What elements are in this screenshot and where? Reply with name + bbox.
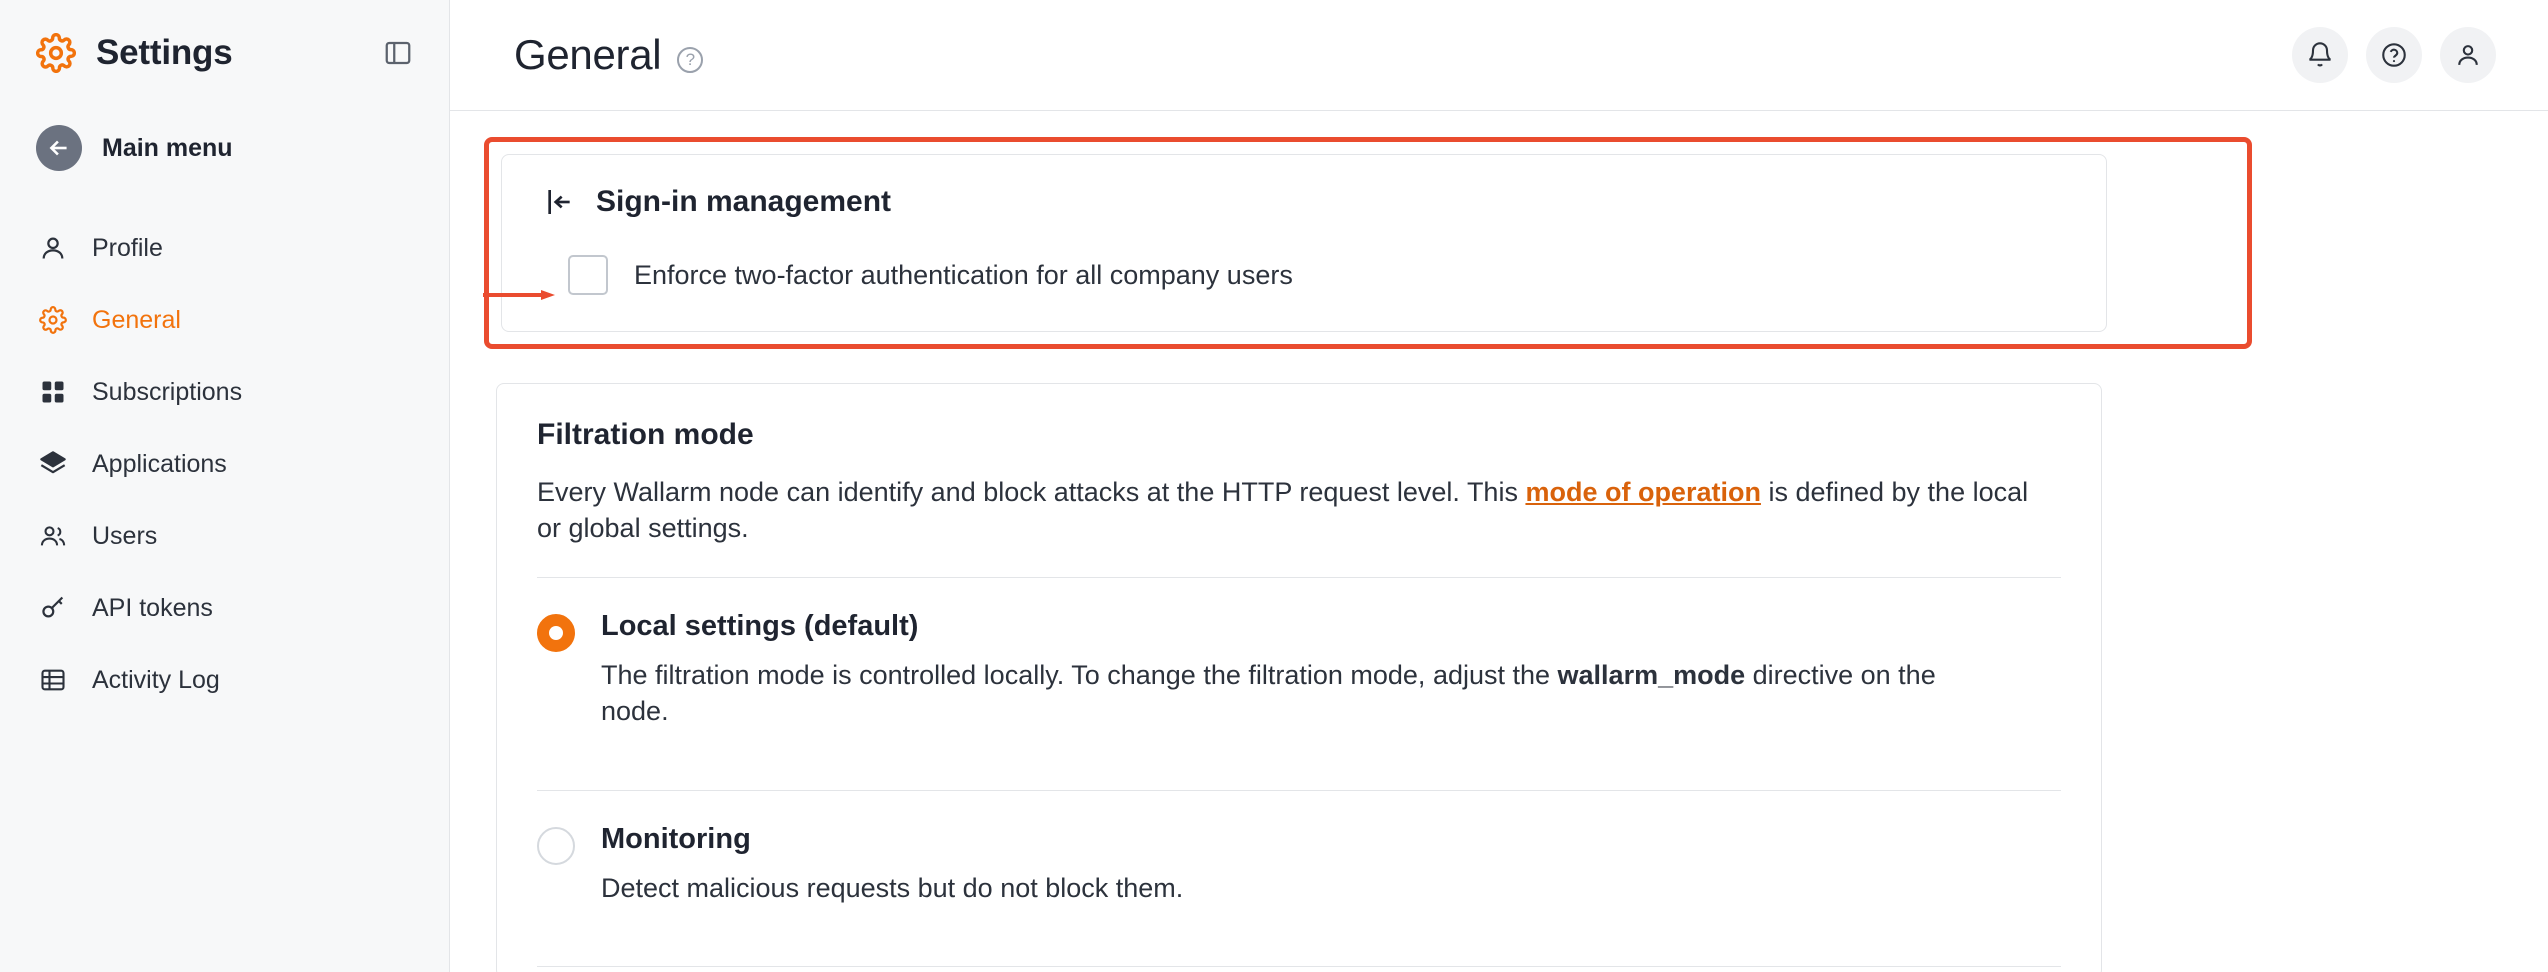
option-text-block [601,823,1183,906]
option-desc-prefix: The filtration mode is controlled locally. To change the filtration mode, adjust the [601,659,1558,690]
sidebar-item-label: Users [92,521,158,550]
sidebar-item-users[interactable] [0,500,449,572]
sidebar-item-label: Applications [92,449,227,478]
two-factor-row [542,255,2066,295]
key-icon [36,594,70,622]
filtration-option-local[interactable] [537,578,2061,760]
content-area [450,111,2548,972]
layers-icon [36,450,70,478]
signin-highlight-box [484,137,2252,349]
option-text-block [601,610,2001,730]
filtration-desc-prefix: Every Wallarm node can identify and block attacks at the HTTP request level. This [537,477,1526,507]
sidebar-item-api-tokens[interactable] [0,572,449,644]
topbar [450,0,2548,111]
sidebar-item-general[interactable] [0,284,449,356]
grid-icon [36,378,70,406]
user-icon [36,234,70,262]
sidebar-item-applications[interactable] [0,428,449,500]
filtration-desc-suffix: is defined by the local or global settings. [537,477,2029,544]
option-desc-suffix: directive on the node. [601,659,1936,727]
sidebar-item-profile[interactable] [0,212,449,284]
sign-in-icon [542,185,576,219]
radio-monitoring[interactable] [537,827,575,865]
option-title: Monitoring [601,822,751,855]
enforce-2fa-checkbox[interactable] [568,255,608,295]
sidebar-item-label: API tokens [92,593,213,622]
filtration-mode-title: Filtration mode [537,418,754,451]
gear-icon [36,33,76,73]
filtration-mode-card [496,383,2102,972]
option-description: Detect malicious requests but do not block them. [601,872,1184,903]
divider [537,966,2061,967]
sidebar-item-label: Profile [92,233,163,262]
sidebar [0,0,450,972]
sidebar-title: Settings [96,33,233,72]
account-avatar-icon[interactable] [2440,27,2496,83]
sidebar-header [0,26,449,80]
bell-icon[interactable] [2292,27,2348,83]
list-icon [36,666,70,694]
radio-local-settings[interactable] [537,614,575,652]
enforce-2fa-label: Enforce two-factor authentication for all company users [634,259,1293,290]
collapse-panel-icon[interactable] [381,36,415,70]
page-title: General [514,31,662,78]
sidebar-main-menu[interactable] [0,124,449,172]
option-description [601,657,2001,730]
users-icon [36,522,70,550]
topbar-actions [2292,27,2496,83]
mode-of-operation-link[interactable]: mode of operation [1525,477,1761,507]
question-circle-icon[interactable] [2366,27,2422,83]
option-title: Local settings (default) [601,609,919,642]
gear-icon [36,306,70,334]
sidebar-item-subscriptions[interactable] [0,356,449,428]
sidebar-item-label: Subscriptions [92,377,243,406]
signin-card-header [542,185,2066,219]
main-panel [450,0,2548,972]
signin-management-card [501,154,2107,332]
sidebar-main-menu-label: Main menu [102,133,233,162]
arrow-left-icon [36,125,82,171]
question-mark-icon[interactable]: ? [677,47,703,73]
sidebar-item-label: Activity Log [92,665,220,694]
signin-card-title: Sign-in management [596,185,892,218]
option-desc-code: wallarm_mode [1557,659,1746,690]
sidebar-nav [0,212,449,716]
filtration-option-monitoring[interactable] [537,791,2061,936]
filtration-mode-description [537,474,2057,547]
sidebar-item-label: General [92,305,181,334]
sidebar-item-activity-log[interactable] [0,644,449,716]
